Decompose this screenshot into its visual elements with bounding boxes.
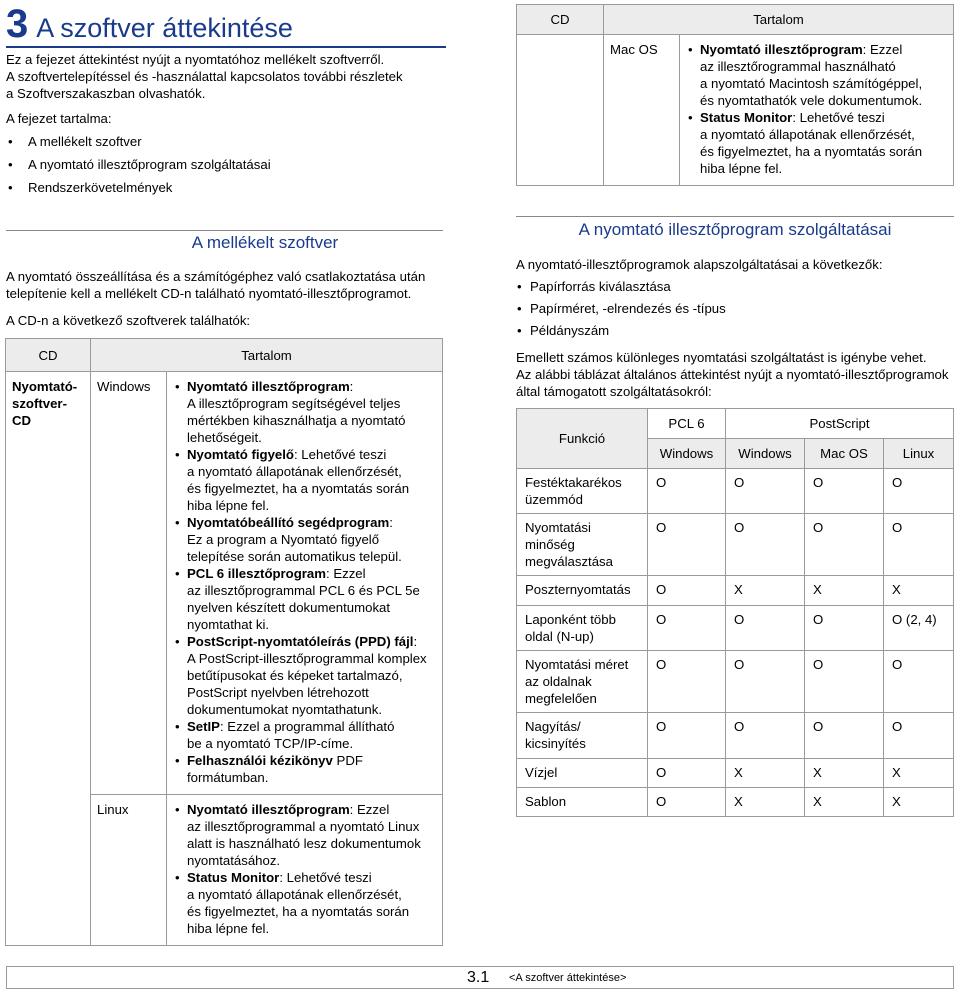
feature-value: X: [726, 759, 805, 788]
mac-cd-table: [516, 4, 954, 186]
software-item: • Nyomtató illesztőprogram: A illesztőprogram segítségével teljes mértékben kihasználhatja a nyomtató lehetőségeit.: [173, 378, 436, 446]
cd-name-line: szoftver-: [12, 396, 67, 411]
driver-para: [516, 349, 960, 400]
software-item: • Nyomtatóbeállító segédprogram: Ez a program a Nyomtató figyelő telepítése során automatikus települ.: [173, 514, 436, 565]
driver-intro: A nyomtató-illesztőprogramok alapszolgáltatásai a következők:: [516, 257, 883, 272]
intro-line: A szoftvertelepítéssel és -használattal kapcsolatos további részletek: [6, 69, 403, 84]
feature-value: O: [648, 469, 726, 514]
cd-contents-table: [5, 338, 443, 946]
cd-name-line: CD: [12, 413, 32, 428]
feature-name: Nyomtatási minőség megválasztása: [517, 514, 648, 576]
para-line: telepítenie kell a mellékelt CD-n található nyomtató-illesztőprogramot.: [6, 286, 412, 301]
feature-value: X: [805, 759, 884, 788]
cd-label: A CD-n a következő szoftverek találhatók:: [6, 313, 251, 328]
col-header-content: Tartalom: [604, 5, 954, 35]
para-line: Emellett számos különleges nyomtatási szolgáltatást is igénybe vehet.: [516, 350, 927, 365]
feature-value: O: [726, 606, 805, 651]
feature-value: X: [805, 576, 884, 606]
feature-value: O: [648, 514, 726, 576]
feature-value: O (2, 4): [884, 606, 954, 651]
driver-basic-item: • Papírméret, -elrendezés és -típus: [516, 300, 946, 322]
col-header-content: Tartalom: [91, 339, 443, 372]
cd-name-line: Nyomtató-: [12, 379, 78, 394]
software-para: [6, 268, 452, 302]
feature-name: Poszternyomtatás: [517, 576, 648, 606]
os-macos: Mac OS: [604, 35, 680, 186]
para-line: Az alábbi táblázat általános áttekintést nyújt a nyomtató-illesztőprogramok: [516, 367, 949, 382]
intro-line: a Szoftverszakaszban olvashatók.: [6, 86, 206, 101]
feature-value: O: [648, 713, 726, 759]
col-header-os: Windows: [648, 439, 726, 469]
contents-list: [6, 133, 426, 202]
chapter-title-text: A szoftver áttekintése: [36, 13, 293, 43]
col-header-function: Funkció: [517, 409, 648, 469]
feature-name: Nagyítás/ kicsinyítés: [517, 713, 648, 759]
feature-value: X: [805, 788, 884, 817]
features-table: [516, 408, 954, 817]
col-header-pcl6: PCL 6: [648, 409, 726, 439]
software-item: • Status Monitor: Lehetővé teszi a nyomtató állapotának ellenőrzését, és figyelmeztet, ha a nyomtatás során hiba lépne fel.: [686, 109, 947, 177]
col-header-postscript: PostScript: [726, 409, 954, 439]
contents-item: • A mellékelt szoftver: [6, 133, 426, 156]
feature-value: O: [805, 713, 884, 759]
feature-value: O: [884, 713, 954, 759]
contents-label: A fejezet tartalma:: [6, 111, 112, 126]
section-rule: [6, 230, 443, 231]
driver-basic-item: • Példányszám: [516, 322, 946, 344]
contents-item: • A nyomtató illesztőprogram szolgáltatásai: [6, 156, 426, 179]
software-item: • SetIP: Ezzel a programmal állítható be a nyomtató TCP/IP-címe.: [173, 718, 436, 752]
feature-value: X: [726, 788, 805, 817]
title-underline: [6, 46, 446, 48]
feature-value: O: [648, 651, 726, 713]
section-rule: [516, 216, 954, 217]
section-heading-driver: A nyomtató illesztőprogram szolgáltatásai: [578, 220, 892, 239]
feature-value: O: [805, 606, 884, 651]
intro-line: Ez a fejezet áttekintést nyújt a nyomtatóhoz mellékelt szoftverről.: [6, 52, 385, 67]
software-item: • Felhasználói kézikönyv PDF formátumban.: [173, 752, 436, 786]
software-item: • PCL 6 illesztőprogram: Ezzel az illesztőprogrammal PCL 6 és PCL 5e nyelven készített dokumentumokat nyomtathat ki.: [173, 565, 436, 633]
feature-value: X: [884, 788, 954, 817]
feature-value: O: [805, 469, 884, 514]
software-item: • PostScript-nyomtatóleírás (PPD) fájl: A PostScript-illesztőprogrammal komplex betűtípusokat és képeket tartalmazó, PostScript nyelvben létrehozott dokumentumokat nyomtathatunk.: [173, 633, 436, 718]
col-header-os: Mac OS: [805, 439, 884, 469]
feature-value: O: [648, 576, 726, 606]
feature-value: O: [648, 788, 726, 817]
software-item: • Status Monitor: Lehetővé teszi a nyomtató állapotának ellenőrzését, és figyelmeztet, ha a nyomtatás során hiba lépne fel.: [173, 869, 436, 937]
feature-value: O: [805, 651, 884, 713]
driver-basic-list: [516, 278, 946, 344]
feature-value: X: [884, 759, 954, 788]
feature-value: O: [726, 514, 805, 576]
linux-contents: [167, 795, 443, 946]
os-windows: Windows: [91, 372, 167, 795]
feature-value: X: [884, 576, 954, 606]
contents-item: • Rendszerkövetelmények: [6, 179, 426, 202]
feature-value: X: [726, 576, 805, 606]
feature-name: Vízjel: [517, 759, 648, 788]
para-line: által támogatott szolgáltatásokról:: [516, 384, 712, 399]
feature-value: O: [884, 651, 954, 713]
cd-name-cell: [517, 35, 604, 186]
col-header-os: Windows: [726, 439, 805, 469]
footer-chapter-ref: <A szoftver áttekintése>: [509, 972, 627, 984]
feature-value: O: [648, 759, 726, 788]
col-header-cd: CD: [517, 5, 604, 35]
chapter-intro: [6, 51, 446, 102]
feature-value: O: [884, 469, 954, 514]
page-footer: [6, 967, 954, 989]
para-line: A nyomtató összeállítása és a számítógéphez való csatlakoztatása után: [6, 269, 426, 284]
col-header-cd: CD: [6, 339, 91, 372]
section-heading-software: A mellékelt szoftver: [191, 233, 339, 252]
page-number: 3.1: [467, 969, 490, 986]
feature-name: Sablon: [517, 788, 648, 817]
windows-contents: [167, 372, 443, 795]
feature-value: O: [648, 606, 726, 651]
feature-name: Laponként több oldal (N-up): [517, 606, 648, 651]
software-item: • Nyomtató illesztőprogram: Ezzel az illesztőrogrammal használható a nyomtató Macintosh számítógéppel, és nyomtathatók vele dokumentumok.: [686, 41, 947, 109]
driver-basic-item: • Papírforrás kiválasztása: [516, 278, 946, 300]
feature-value: O: [726, 713, 805, 759]
feature-value: O: [726, 469, 805, 514]
feature-value: O: [805, 514, 884, 576]
software-item: • Nyomtató figyelő: Lehetővé teszi a nyomtató állapotának ellenőrzését, és figyelmeztet, ha a nyomtatás során hiba lépne fel.: [173, 446, 436, 514]
os-linux: Linux: [91, 795, 167, 946]
chapter-number: 3: [6, 2, 29, 46]
col-header-os: Linux: [884, 439, 954, 469]
cd-name-cell: [6, 372, 91, 946]
feature-value: O: [884, 514, 954, 576]
feature-name: Nyomtatási méret az oldalnak megfelelően: [517, 651, 648, 713]
mac-contents: [680, 35, 954, 186]
feature-value: O: [726, 651, 805, 713]
software-item: • Nyomtató illesztőprogram: Ezzel az illesztőprogrammal a nyomtató Linux alatt is használható lesz dokumentumok nyomtatásához.: [173, 801, 436, 869]
feature-name: Festéktakarékos üzemmód: [517, 469, 648, 514]
chapter-title: [6, 2, 446, 50]
